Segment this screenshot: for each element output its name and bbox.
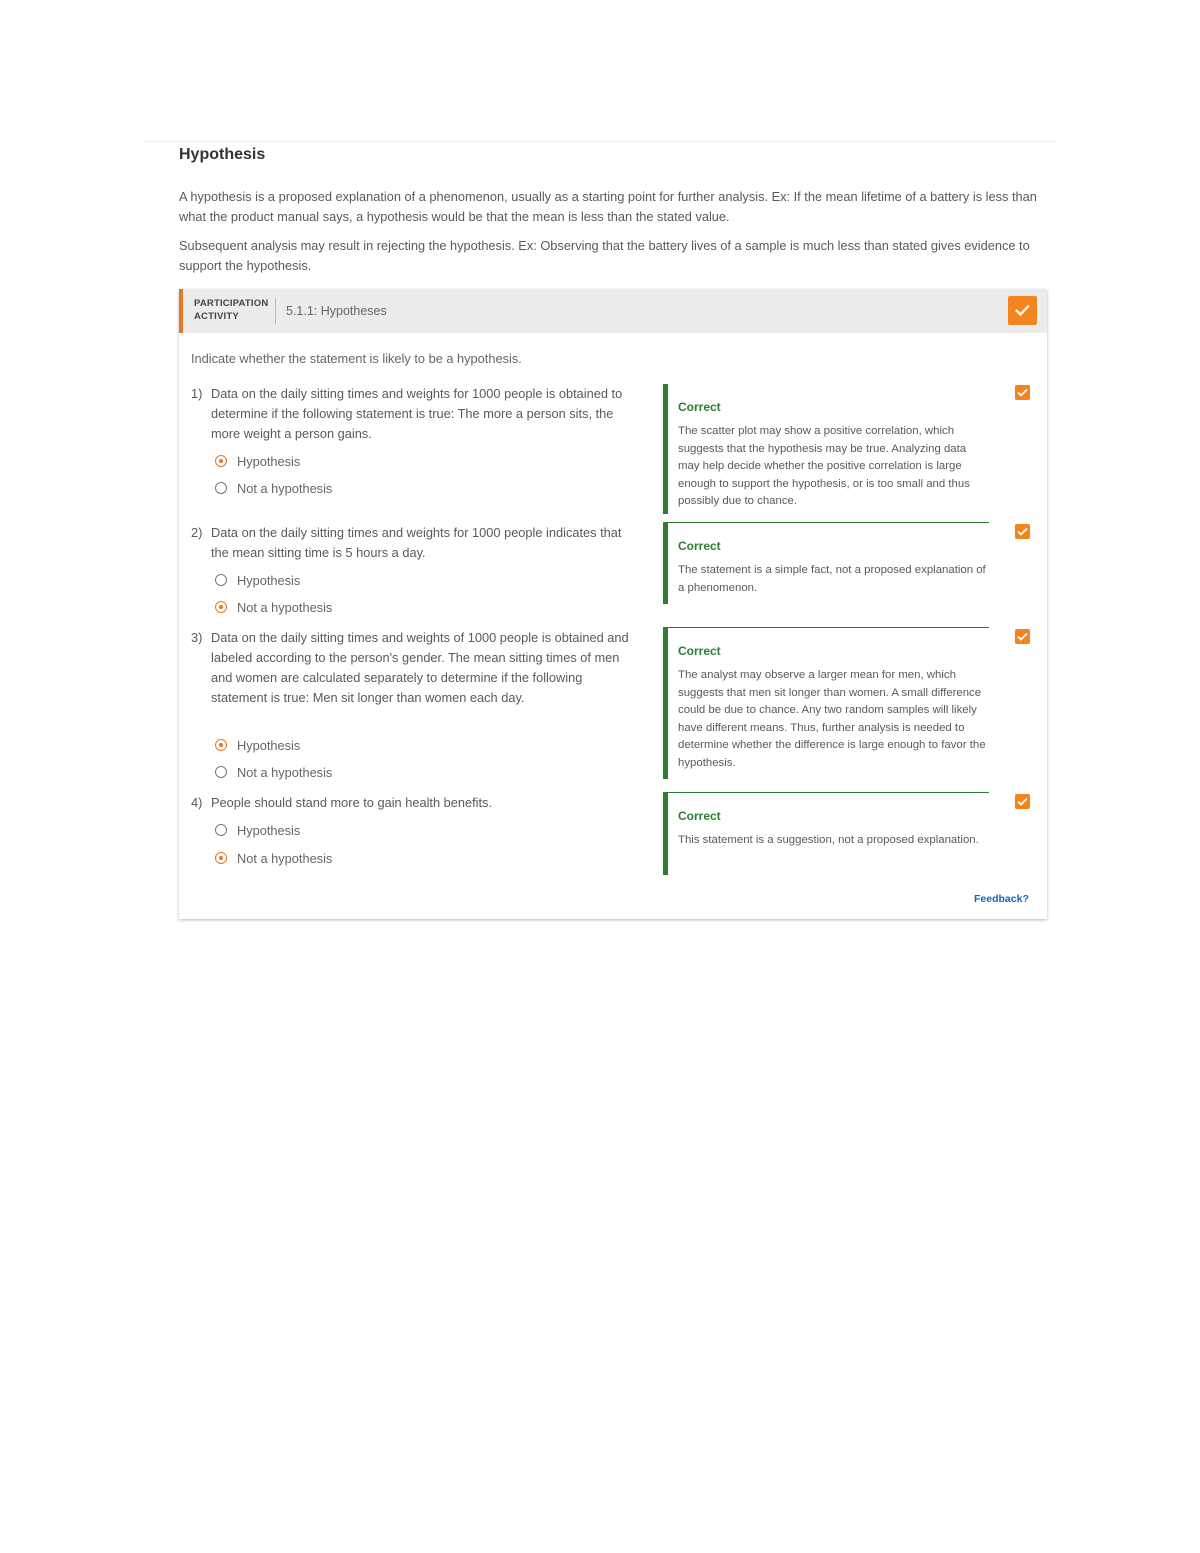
q1-correct-check-icon [1015,385,1030,400]
radio-selected-icon[interactable] [215,852,227,864]
intro-paragraph: A hypothesis is a proposed explanation of a phenomenon, usually as a starting point for further analysis. Ex: If the mean lifetime of a battery is less than what the product manual says, a hypothesis would be that the mean is less than the stated value. [179,189,1037,224]
option-label: Hypothesis [237,573,301,588]
page-title: Hypothesis [179,146,266,163]
q2-correct-check-icon [1015,524,1030,539]
feedback-title: Correct [678,539,721,553]
feedback-title: Correct [678,400,721,414]
feedback-text: The analyst may observe a larger mean for men, which suggests that men sit longer than women. A small difference could be due to chance. Any two random samples will likely have different means. Thus, further analysis is needed to determine whether the difference is large enough to favor the hypothesis. [678,669,986,769]
activity-type-line1: PARTICIPATION [194,298,269,309]
activity-accent-bar [179,289,183,333]
feedback-text: The scatter plot may show a positive correlation, which suggests that the hypothesis may be true. Analyzing data may help decide whether the positive correlation is large enough to support the hypothesis, or is too small and thus possibly due to chance. [678,425,970,508]
question-text: Data on the daily sitting times and weights of 1000 people is obtained and labeled according to the person's gender. The mean sitting times of men and women are calculated separately to determine if the following statement is true: Men sit longer than women each day. [211,630,629,705]
radio-unselected-icon[interactable] [215,766,227,778]
activity-type-label [194,297,268,323]
feedback-title: Correct [678,644,721,658]
activity-complete-check-icon [1008,296,1037,325]
radio-selected-icon[interactable] [215,455,227,467]
feedback-title: Correct [678,809,721,823]
question-4 [191,793,641,813]
header-separator [275,298,276,324]
q3-correct-check-icon [1015,629,1030,644]
q2-feedback [663,522,989,604]
radio-unselected-icon[interactable] [215,824,227,836]
question-2 [191,523,641,563]
activity-header [179,289,1047,333]
feedback-text: The statement is a simple fact, not a proposed explanation of a phenomenon. [678,564,986,594]
feedback-link[interactable]: Feedback? [974,893,1029,905]
q1-feedback [663,384,989,514]
option-label: Hypothesis [237,454,301,469]
option-label: Not a hypothesis [237,481,333,496]
analysis-paragraph: Subsequent analysis may result in rejecting the hypothesis. Ex: Observing that the battery lives of a sample is much less than stated gives evidence to support the hypothesis. [179,238,1030,273]
activity-type-line2: ACTIVITY [194,311,239,322]
q3-feedback [663,627,989,779]
question-number: 4) [191,795,203,810]
q4-correct-check-icon [1015,794,1030,809]
activity-instruction: Indicate whether the statement is likely to be a hypothesis. [191,351,522,366]
feedback-text: This statement is a suggestion, not a proposed explanation. [678,834,979,846]
question-text: Data on the daily sitting times and weights for 1000 people is obtained to determine if the following statement is true: The more a person sits, the more weight a person gains. [211,386,623,441]
top-divider [143,141,1058,142]
radio-unselected-icon[interactable] [215,574,227,586]
question-number: 3) [191,630,203,645]
question-3 [191,628,641,708]
question-1 [191,384,641,444]
radio-selected-icon[interactable] [215,601,227,613]
option-label: Hypothesis [237,823,301,838]
option-label: Not a hypothesis [237,765,333,780]
q4-feedback [663,792,989,875]
question-number: 1) [191,386,203,401]
question-number: 2) [191,525,203,540]
radio-selected-icon[interactable] [215,739,227,751]
option-label: Not a hypothesis [237,600,333,615]
participation-activity-card [179,289,1047,919]
question-text: Data on the daily sitting times and weights for 1000 people indicates that the mean sitting time is 5 hours a day. [211,525,622,560]
question-text: People should stand more to gain health benefits. [211,795,493,810]
option-label: Not a hypothesis [237,851,333,866]
option-label: Hypothesis [237,738,301,753]
radio-unselected-icon[interactable] [215,482,227,494]
activity-title: 5.1.1: Hypotheses [286,304,387,318]
